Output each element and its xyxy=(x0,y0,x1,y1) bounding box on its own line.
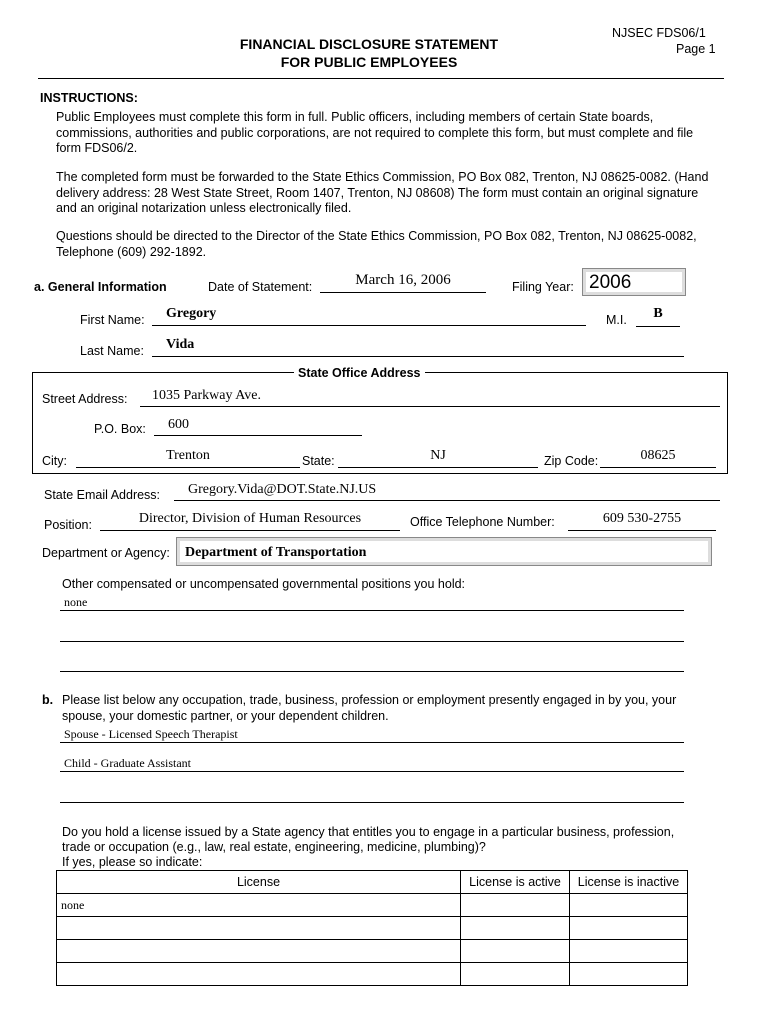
license-cell[interactable]: none xyxy=(57,894,461,917)
license-inactive-cell[interactable] xyxy=(570,894,688,917)
table-row xyxy=(57,917,688,940)
street-address-field[interactable]: 1035 Parkway Ave. xyxy=(140,388,720,407)
license-inactive-cell[interactable] xyxy=(570,917,688,940)
table-row xyxy=(57,940,688,963)
section-b-letter: b. xyxy=(42,693,54,707)
department-field[interactable]: Department of Transportation xyxy=(176,537,712,566)
form-title-line1: FINANCIAL DISCLOSURE STATEMENT xyxy=(239,36,499,52)
street-address-label: Street Address: xyxy=(42,392,128,406)
occupation-line-1[interactable]: Spouse - Licensed Speech Therapist xyxy=(60,726,684,743)
section-a-label: a. General Information xyxy=(34,280,167,294)
first-name-label: First Name: xyxy=(80,313,145,327)
email-field[interactable]: Gregory.Vida@DOT.State.NJ.US xyxy=(174,482,720,501)
other-positions-line-1[interactable]: none xyxy=(60,594,684,611)
middle-initial-field[interactable]: B xyxy=(636,306,680,327)
email-label: State Email Address: xyxy=(44,488,161,502)
section-b-question: Please list below any occupation, trade, business, profession or employment presently engaged in by you, your spouse, your domestic partner, or your dependent children. xyxy=(62,693,677,723)
po-box-label: P.O. Box: xyxy=(94,422,146,436)
license-active-cell[interactable] xyxy=(461,963,570,986)
occupation-line-3[interactable] xyxy=(60,785,684,803)
license-inactive-header: License is inactive xyxy=(570,871,688,894)
office-telephone-field[interactable]: 609 530-2755 xyxy=(568,511,716,531)
other-positions-line-3[interactable] xyxy=(60,654,684,672)
license-table xyxy=(56,870,688,986)
department-label: Department or Agency: xyxy=(42,546,170,560)
zip-code-field[interactable]: 08625 xyxy=(600,448,716,468)
license-inactive-cell[interactable] xyxy=(570,963,688,986)
instructions-heading: INSTRUCTIONS: xyxy=(40,91,138,105)
license-table-header xyxy=(57,871,688,894)
license-question: Do you hold a license issued by a State agency that entitles you to engage in a particular business, profession, trade or occupation (e.g., law, real estate, engineering, medicine, plumbing)? xyxy=(62,825,675,854)
position-label: Position: xyxy=(44,518,92,532)
office-telephone-label: Office Telephone Number: xyxy=(410,515,555,529)
license-cell[interactable] xyxy=(57,940,461,963)
state-label: State: xyxy=(302,454,335,468)
position-field[interactable]: Director, Division of Human Resources xyxy=(100,511,400,531)
other-positions-label: Other compensated or uncompensated governmental positions you hold: xyxy=(62,577,466,591)
date-label: Date of Statement: xyxy=(208,280,313,294)
instructions-paragraph-1: Public Employees must complete this form in full. Public officers, including members of certain State boards, commissions, authorities and public corporations, are not required to complete this form, but must complete and file form FDS06/2. xyxy=(56,110,694,155)
date-of-statement-field[interactable]: March 16, 2006 xyxy=(320,272,486,293)
filing-year-field[interactable]: 2006 xyxy=(582,268,686,296)
table-row xyxy=(57,894,688,917)
license-active-cell[interactable] xyxy=(461,917,570,940)
license-cell[interactable] xyxy=(57,963,461,986)
state-office-address-heading: State Office Address xyxy=(294,366,425,380)
license-active-cell[interactable] xyxy=(461,940,570,963)
occupation-line-2[interactable]: Child - Graduate Assistant xyxy=(60,755,684,772)
form-id: NJSEC FDS06/1 xyxy=(612,26,706,40)
city-field[interactable]: Trenton xyxy=(76,448,300,468)
last-name-field[interactable]: Vida xyxy=(152,337,684,357)
first-name-field[interactable]: Gregory xyxy=(152,306,586,326)
other-positions-line-2[interactable] xyxy=(60,624,684,642)
form-title-line2: FOR PUBLIC EMPLOYEES xyxy=(280,54,458,70)
table-row xyxy=(57,963,688,986)
city-label: City: xyxy=(42,454,67,468)
license-inactive-cell[interactable] xyxy=(570,940,688,963)
po-box-field[interactable]: 600 xyxy=(154,417,362,436)
instructions-paragraph-3: Questions should be directed to the Director of the State Ethics Commission, PO Box 082, Trenton, NJ 08625-0082, Telephone (609) 292-1892. xyxy=(56,229,697,259)
mi-label: M.I. xyxy=(606,313,627,327)
license-header: License xyxy=(57,871,461,894)
license-active-header: License is active xyxy=(461,871,570,894)
page-number: Page 1 xyxy=(676,42,716,56)
instructions-paragraph-2: The completed form must be forwarded to the State Ethics Commission, PO Box 082, Trenton, NJ 08625-0082. (Hand delivery address: 28 West State Street, Room 1407, Trenton, NJ 08608) The form must contain an original signature and an original notarization unless electronically filed. xyxy=(56,170,709,215)
license-cell[interactable] xyxy=(57,917,461,940)
filing-year-label: Filing Year: xyxy=(512,280,574,294)
last-name-label: Last Name: xyxy=(80,344,144,358)
state-field[interactable]: NJ xyxy=(338,448,538,468)
license-active-cell[interactable] xyxy=(461,894,570,917)
license-if-yes: If yes, please so indicate: xyxy=(62,855,203,869)
zip-code-label: Zip Code: xyxy=(544,454,599,468)
header-divider xyxy=(38,78,724,79)
